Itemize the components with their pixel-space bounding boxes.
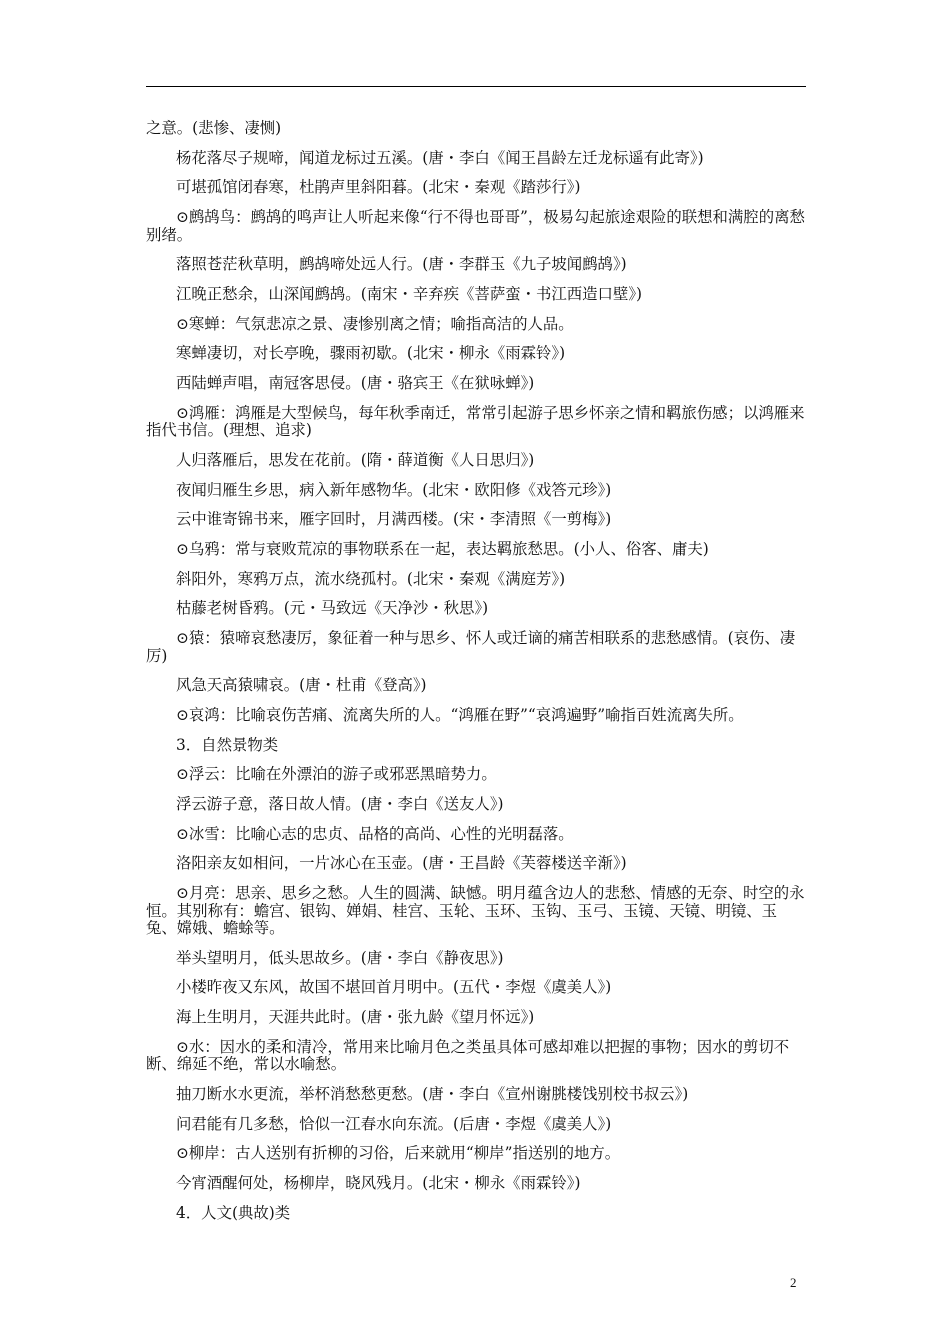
paragraph: 小楼昨夜又东风，故国不堪回首月明中。(五代・李煜《虞美人》) [176, 978, 612, 997]
paragraph: ⊙柳岸：古人送别有折柳的习俗，后来就用“柳岸”指送别的地方。 [176, 1144, 621, 1163]
paragraph: 江晚正愁余，山深闻鹧鸪。(南宋・辛弃疾《菩萨蛮・书江西造口壁》) [176, 284, 643, 303]
paragraph: 西陆蝉声唱，南冠客思侵。(唐・骆宾王《在狱咏蝉》) [176, 374, 535, 392]
paragraph: 举头望明月，低头思故乡。(唐・李白《静夜思》) [176, 948, 504, 967]
paragraph: 洛阳亲友如相问，一片冰心在玉壶。(唐・王昌龄《芙蓉楼送辛渐》) [176, 854, 627, 873]
paragraph: 斜阳外，寒鸦万点，流水绕孤村。(北宋・秦观《满庭芳》) [176, 569, 566, 588]
paragraph: 寒蝉凄切，对长亭晚，骤雨初歇。(北宋・柳永《雨霖铃》) [176, 344, 566, 363]
paragraph: 杨花落尽子规啼，闻道龙标过五溪。(唐・李白《闻王昌龄左迁龙标遥有此寄》) [176, 148, 704, 167]
paragraph: ⊙寒蝉：气氛悲凉之景、凄惨别离之情；喻指高洁的人品。 [176, 314, 574, 333]
section-heading: 4．人文(典故)类 [176, 1203, 291, 1222]
paragraph: 浮云游子意，落日故人情。(唐・李白《送友人》) [176, 794, 504, 813]
page-number: 2 [790, 1275, 797, 1290]
paragraph: ⊙鸿雁：鸿雁是大型候鸟，每年秋季南迁，常常引起游子思乡怀亲之情和羁旅伤感；以鸿雁来指代书信。(理想、追求) [146, 403, 805, 440]
paragraph: 人归落雁后，思发在花前。(隋・薛道衡《人日思归》) [176, 450, 535, 469]
paragraph: ⊙鹧鸪鸟：鹧鸪的鸣声让人听起来像“行不得也哥哥”，极易勾起旅途艰险的联想和满腔的离愁别绪。 [146, 208, 805, 244]
paragraph: ⊙浮云：比喻在外漂泊的游子或邪恶黑暗势力。 [176, 765, 497, 784]
paragraph: 云中谁寄锦书来，雁字回时，月满西楼。(宋・李清照《一剪梅》) [176, 510, 612, 529]
paragraph: 海上生明月，天涯共此时。(唐・张九龄《望月怀远》) [176, 1008, 535, 1027]
paragraph: ⊙哀鸿：比喻哀伤苦痛、流离失所的人。“鸿雁在野”“哀鸿遍野”喻指百姓流离失所。 [176, 705, 744, 724]
paragraph: 风急天高猿啸哀。(唐・杜甫《登高》) [176, 676, 427, 695]
paragraph: 今宵酒醒何处，杨柳岸，晓风残月。(北宋・柳永《雨霖铃》) [176, 1174, 581, 1192]
paragraph: 抽刀断水水更流，举杯消愁愁更愁。(唐・李白《宣州谢朓楼饯别校书叔云》) [176, 1084, 689, 1103]
paragraph: ⊙猿：猿啼哀愁凄厉，象征着一种与思乡、怀人或迁谪的痛苦相联系的悲愁感情。(哀伤、凄厉) [146, 629, 796, 665]
paragraph: 枯藤老树昏鸦。(元・马致远《天净沙・秋思》) [176, 599, 489, 618]
header-rule [146, 86, 806, 87]
paragraph: 之意。(悲惨、凄恻) [146, 119, 282, 137]
paragraph: 问君能有几多愁，恰似一江春水向东流。(后唐・李煜《虞美人》) [176, 1114, 612, 1133]
paragraph: ⊙月亮：思亲、思乡之愁。人生的圆满、缺憾。明月蕴含边人的悲愁、情感的无奈、时空的永恒。其别称有：蟾宫、银钩、婵娟、桂宫、玉轮、玉环、玉钩、玉弓、玉镜、天镜、明镜、玉兔、嫦娥、蟾蜍等。 [146, 884, 805, 937]
paragraph: ⊙乌鸦：常与衰败荒凉的事物联系在一起，表达羁旅愁思。(小人、俗客、庸夫) [176, 539, 709, 558]
section-heading: 3．自然景物类 [176, 735, 279, 754]
paragraph: ⊙水：因水的柔和清冷，常用来比喻月色之类虽具体可感却难以把握的事物；因水的剪切不断、绵延不绝，常以水喻愁。 [146, 1037, 790, 1074]
document-body [146, 120, 806, 1234]
paragraph: 夜闻归雁生乡思，病入新年感物华。(北宋・欧阳修《戏答元珍》) [176, 480, 612, 499]
paragraph: 落照苍茫秋草明，鹧鸪啼处远人行。(唐・李群玉《九子坡闻鹧鸪》) [176, 255, 627, 274]
paragraph: 可堪孤馆闭春寒，杜鹃声里斜阳暮。(北宋・秦观《踏莎行》) [176, 178, 581, 197]
paragraph: ⊙冰雪：比喻心志的忠贞、品格的高尚、心性的光明磊落。 [176, 824, 574, 843]
